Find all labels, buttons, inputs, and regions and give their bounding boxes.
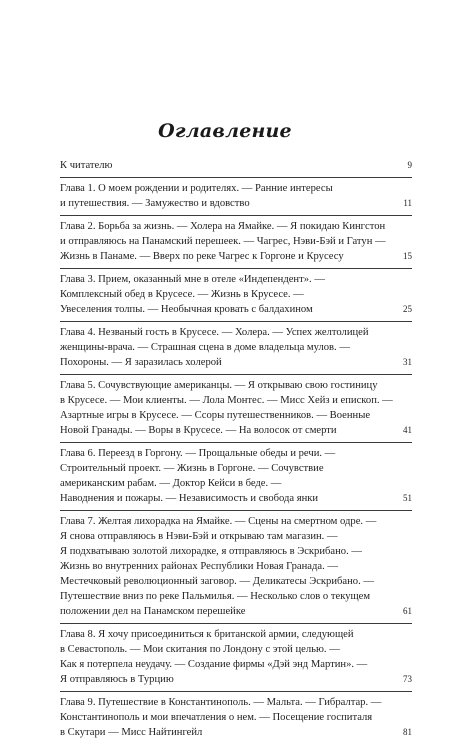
table-of-contents: [60, 155, 412, 744]
toc-entry-line: Наводнения и пожары. — Независимость и свобода янки: [60, 493, 319, 504]
toc-entry-line: Глава 4. Незваный гость в Крусесе. — Холера. — Успех желтолицей: [60, 327, 369, 338]
toc-page-number: 41: [403, 425, 412, 435]
toc-entry-last-line: [60, 196, 412, 211]
toc-entry-line: Я снова отправляюсь в Нэви-Бэй и открываю там магазин. —: [60, 531, 338, 542]
toc-entry-last-line: [60, 725, 412, 740]
toc-entry-line: и отправляюсь на Панамский перешеек. — Чагрес, Нэви-Бэй и Гатун —: [60, 236, 386, 247]
toc-entry: [60, 442, 412, 510]
toc-entry-line: Глава 3. Прием, оказанный мне в отеле «Индепендент». —: [60, 274, 325, 285]
toc-entry-line: Местечковый революционный заговор. — Деликатесы Эскрибано. —: [60, 576, 374, 587]
toc-entry-line: Глава 9. Путешествие в Константинополь. — Мальта. — Гибралтар. —: [60, 697, 382, 708]
toc-entry-line: Путешествие вниз по реке Пальмилья. — Несколько слов о текущем: [60, 591, 371, 602]
toc-entry-line: Я отправляюсь в Турцию: [60, 674, 174, 685]
toc-entry-line: положении дел на Панамском перешейке: [60, 606, 246, 617]
toc-entry: [60, 623, 412, 691]
toc-entry-line: Строительный проект. — Жизнь в Горгоне. — Сочувствие: [60, 463, 324, 474]
toc-page-number: 73: [403, 674, 412, 684]
toc-entry-line: Азартные игры в Крусесе. — Ссоры путешественников. — Военные: [60, 410, 371, 421]
toc-entry-line: женщины-врача. — Страшная сцена в доме владельца мулов. —: [60, 342, 350, 353]
toc-entry-last-line: [60, 249, 412, 264]
toc-page-number: 51: [403, 493, 412, 503]
toc-entry-last-line: [60, 302, 412, 317]
toc-entry-line: Глава 5. Сочувствующие американцы. — Я открываю свою гостиницу: [60, 380, 378, 391]
toc-entry-line: в Севастополь. — Мои скитания по Лондону с этой целью. —: [60, 644, 340, 655]
toc-entry: [60, 155, 412, 177]
toc-entry-line: в Крусесе. — Мои клиенты. — Лола Монтес. — Мисс Хейз и епископ. —: [60, 395, 393, 406]
toc-entry-line: Новой Гранады. — Воры в Крусесе. — На волосок от смерти: [60, 425, 337, 436]
toc-entry-last-line: [60, 158, 412, 173]
toc-entry: [60, 374, 412, 442]
toc-entry-line: Похороны. — Я заразилась холерой: [60, 357, 222, 368]
toc-entry-last-line: [60, 491, 412, 506]
toc-entry: [60, 268, 412, 321]
toc-entry-line: Увеселения толпы. — Необычная кровать с балдахином: [60, 304, 313, 315]
toc-entry-line: Глава 8. Я хочу присоединиться к британской армии, следующей: [60, 629, 354, 640]
toc-entry-line: Как я потерпела неудачу. — Создание фирмы «Дэй энд Мартин». —: [60, 659, 368, 670]
toc-page-number: 11: [403, 198, 412, 208]
toc-entry-line: Жизнь во внутренних районах Республики Новая Гранада. —: [60, 561, 338, 572]
toc-page-number: 81: [403, 727, 412, 737]
toc-entry-line: Глава 1. О моем рождении и родителях. — Ранние интересы: [60, 183, 333, 194]
toc-entry-last-line: [60, 423, 412, 438]
toc-entry-line: Я подхватываю золотой лихорадке, я отправляюсь в Эскрибано. —: [60, 546, 362, 557]
toc-page-number: 9: [407, 160, 412, 170]
toc-page-number: 61: [403, 606, 412, 616]
toc-entry: [60, 691, 412, 744]
toc-page-number: 31: [403, 357, 412, 367]
toc-entry: [60, 510, 412, 623]
toc-entry-last-line: [60, 672, 412, 687]
toc-entry-line: Константинополь и мои впечатления о нем. — Посещение госпиталя: [60, 712, 373, 723]
toc-entry-line: Комплексный обед в Крусесе. — Жизнь в Крусесе. —: [60, 289, 304, 300]
toc-entry-line: К читателю: [60, 160, 113, 171]
toc-entry-line: Глава 7. Желтая лихорадка на Ямайке. — Сцены на смертном одре. —: [60, 516, 377, 527]
toc-entry-line: в Скутари — Мисс Найтингейл: [60, 727, 203, 738]
page-title: Оглавление: [158, 120, 292, 142]
toc-entry: [60, 321, 412, 374]
toc-entry-line: Глава 6. Переезд в Горгону. — Прощальные обеды и речи. —: [60, 448, 336, 459]
toc-entry: [60, 215, 412, 268]
toc-entry-last-line: [60, 604, 412, 619]
toc-page-number: 25: [403, 304, 412, 314]
toc-entry-line: Глава 2. Борьба за жизнь. — Холера на Ямайке. — Я покидаю Кингстон: [60, 221, 386, 232]
toc-entry-line: Жизнь в Панаме. — Вверх по реке Чагрес к Горгоне и Крусесу: [60, 251, 344, 262]
toc-entry-last-line: [60, 355, 412, 370]
toc-page-number: 15: [403, 251, 412, 261]
toc-entry-line: и путешествия. — Замужество и вдовство: [60, 198, 250, 209]
toc-entry: [60, 177, 412, 215]
toc-entry-line: американским рабам. — Доктор Кейси в беде. —: [60, 478, 282, 489]
